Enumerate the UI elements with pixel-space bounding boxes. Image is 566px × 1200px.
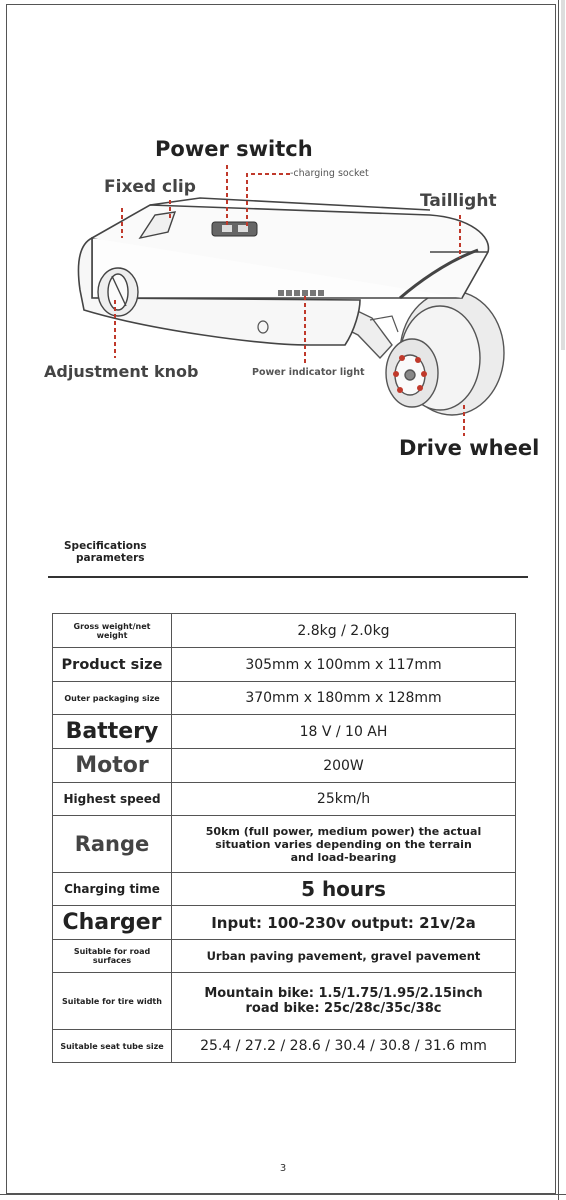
product-illustration bbox=[0, 0, 566, 480]
spec-heading-line2: parameters bbox=[76, 552, 145, 564]
spec-value: 25km/h bbox=[172, 783, 516, 816]
bottom-edge bbox=[0, 1194, 566, 1200]
spec-key: Suitable for road surfaces bbox=[53, 940, 172, 973]
tire-width-line1: Mountain bike: 1.5/1.75/1.95/2.15inch bbox=[204, 986, 483, 1001]
spec-key: Range bbox=[53, 816, 172, 873]
label-drive-wheel: Drive wheel bbox=[399, 436, 540, 460]
drive-wheel-drawing bbox=[386, 291, 504, 415]
table-row bbox=[53, 715, 516, 749]
label-charging-socket: -charging socket bbox=[290, 168, 369, 179]
tire-width-line2: road bike: 25c/28c/35c/38c bbox=[245, 1001, 442, 1016]
spec-key: Outer packaging size bbox=[53, 682, 172, 715]
section-divider bbox=[48, 576, 528, 578]
spec-heading-line1: Specifications bbox=[64, 540, 147, 552]
table-row bbox=[53, 873, 516, 906]
label-power-indicator-light: Power indicator light bbox=[252, 367, 365, 378]
spec-key: Suitable seat tube size bbox=[53, 1030, 172, 1063]
spec-value: 18 V / 10 AH bbox=[172, 715, 516, 749]
adjustment-knob-drawing bbox=[98, 268, 138, 316]
table-row bbox=[53, 648, 516, 682]
specifications-heading bbox=[64, 540, 147, 564]
label-fixed-clip: Fixed clip bbox=[104, 177, 196, 197]
spec-key: Charger bbox=[53, 906, 172, 940]
table-row bbox=[53, 1030, 516, 1063]
table-row bbox=[53, 783, 516, 816]
spec-key: Battery bbox=[53, 715, 172, 749]
table-row bbox=[53, 973, 516, 1030]
power-switch-block bbox=[212, 222, 257, 236]
label-power-switch: Power switch bbox=[155, 137, 313, 161]
spec-value: 370mm x 180mm x 128mm bbox=[172, 682, 516, 715]
spec-key: Charging time bbox=[53, 873, 172, 906]
spec-key: Motor bbox=[53, 749, 172, 783]
product-diagram bbox=[0, 0, 566, 480]
specifications-table bbox=[52, 613, 516, 1063]
spec-value bbox=[172, 973, 516, 1030]
spec-value: 200W bbox=[172, 749, 516, 783]
page-number: 3 bbox=[279, 1163, 287, 1174]
spec-value: 5 hours bbox=[172, 873, 516, 906]
spec-value: 25.4 / 27.2 / 28.6 / 30.4 / 30.8 / 31.6 mm bbox=[172, 1030, 516, 1063]
spec-value: 50km (full power, medium power) the actual situation varies depending on the terrain and load-bearing bbox=[172, 816, 516, 873]
table-row bbox=[53, 940, 516, 973]
spec-key: Suitable for tire width bbox=[53, 973, 172, 1030]
table-row bbox=[53, 682, 516, 715]
spec-value: 305mm x 100mm x 117mm bbox=[172, 648, 516, 682]
spec-key: Gross weight/net weight bbox=[53, 614, 172, 648]
spec-value: 2.8kg / 2.0kg bbox=[172, 614, 516, 648]
label-taillight: Taillight bbox=[420, 191, 497, 211]
table-row bbox=[53, 614, 516, 648]
spec-value: Urban paving pavement, gravel pavement bbox=[172, 940, 516, 973]
label-adjustment-knob: Adjustment knob bbox=[44, 362, 199, 381]
table-row bbox=[53, 816, 516, 873]
table-row bbox=[53, 749, 516, 783]
spec-value: Input: 100-230v output: 21v/2a bbox=[172, 906, 516, 940]
table-row bbox=[53, 906, 516, 940]
spec-key: Product size bbox=[53, 648, 172, 682]
spec-key: Highest speed bbox=[53, 783, 172, 816]
